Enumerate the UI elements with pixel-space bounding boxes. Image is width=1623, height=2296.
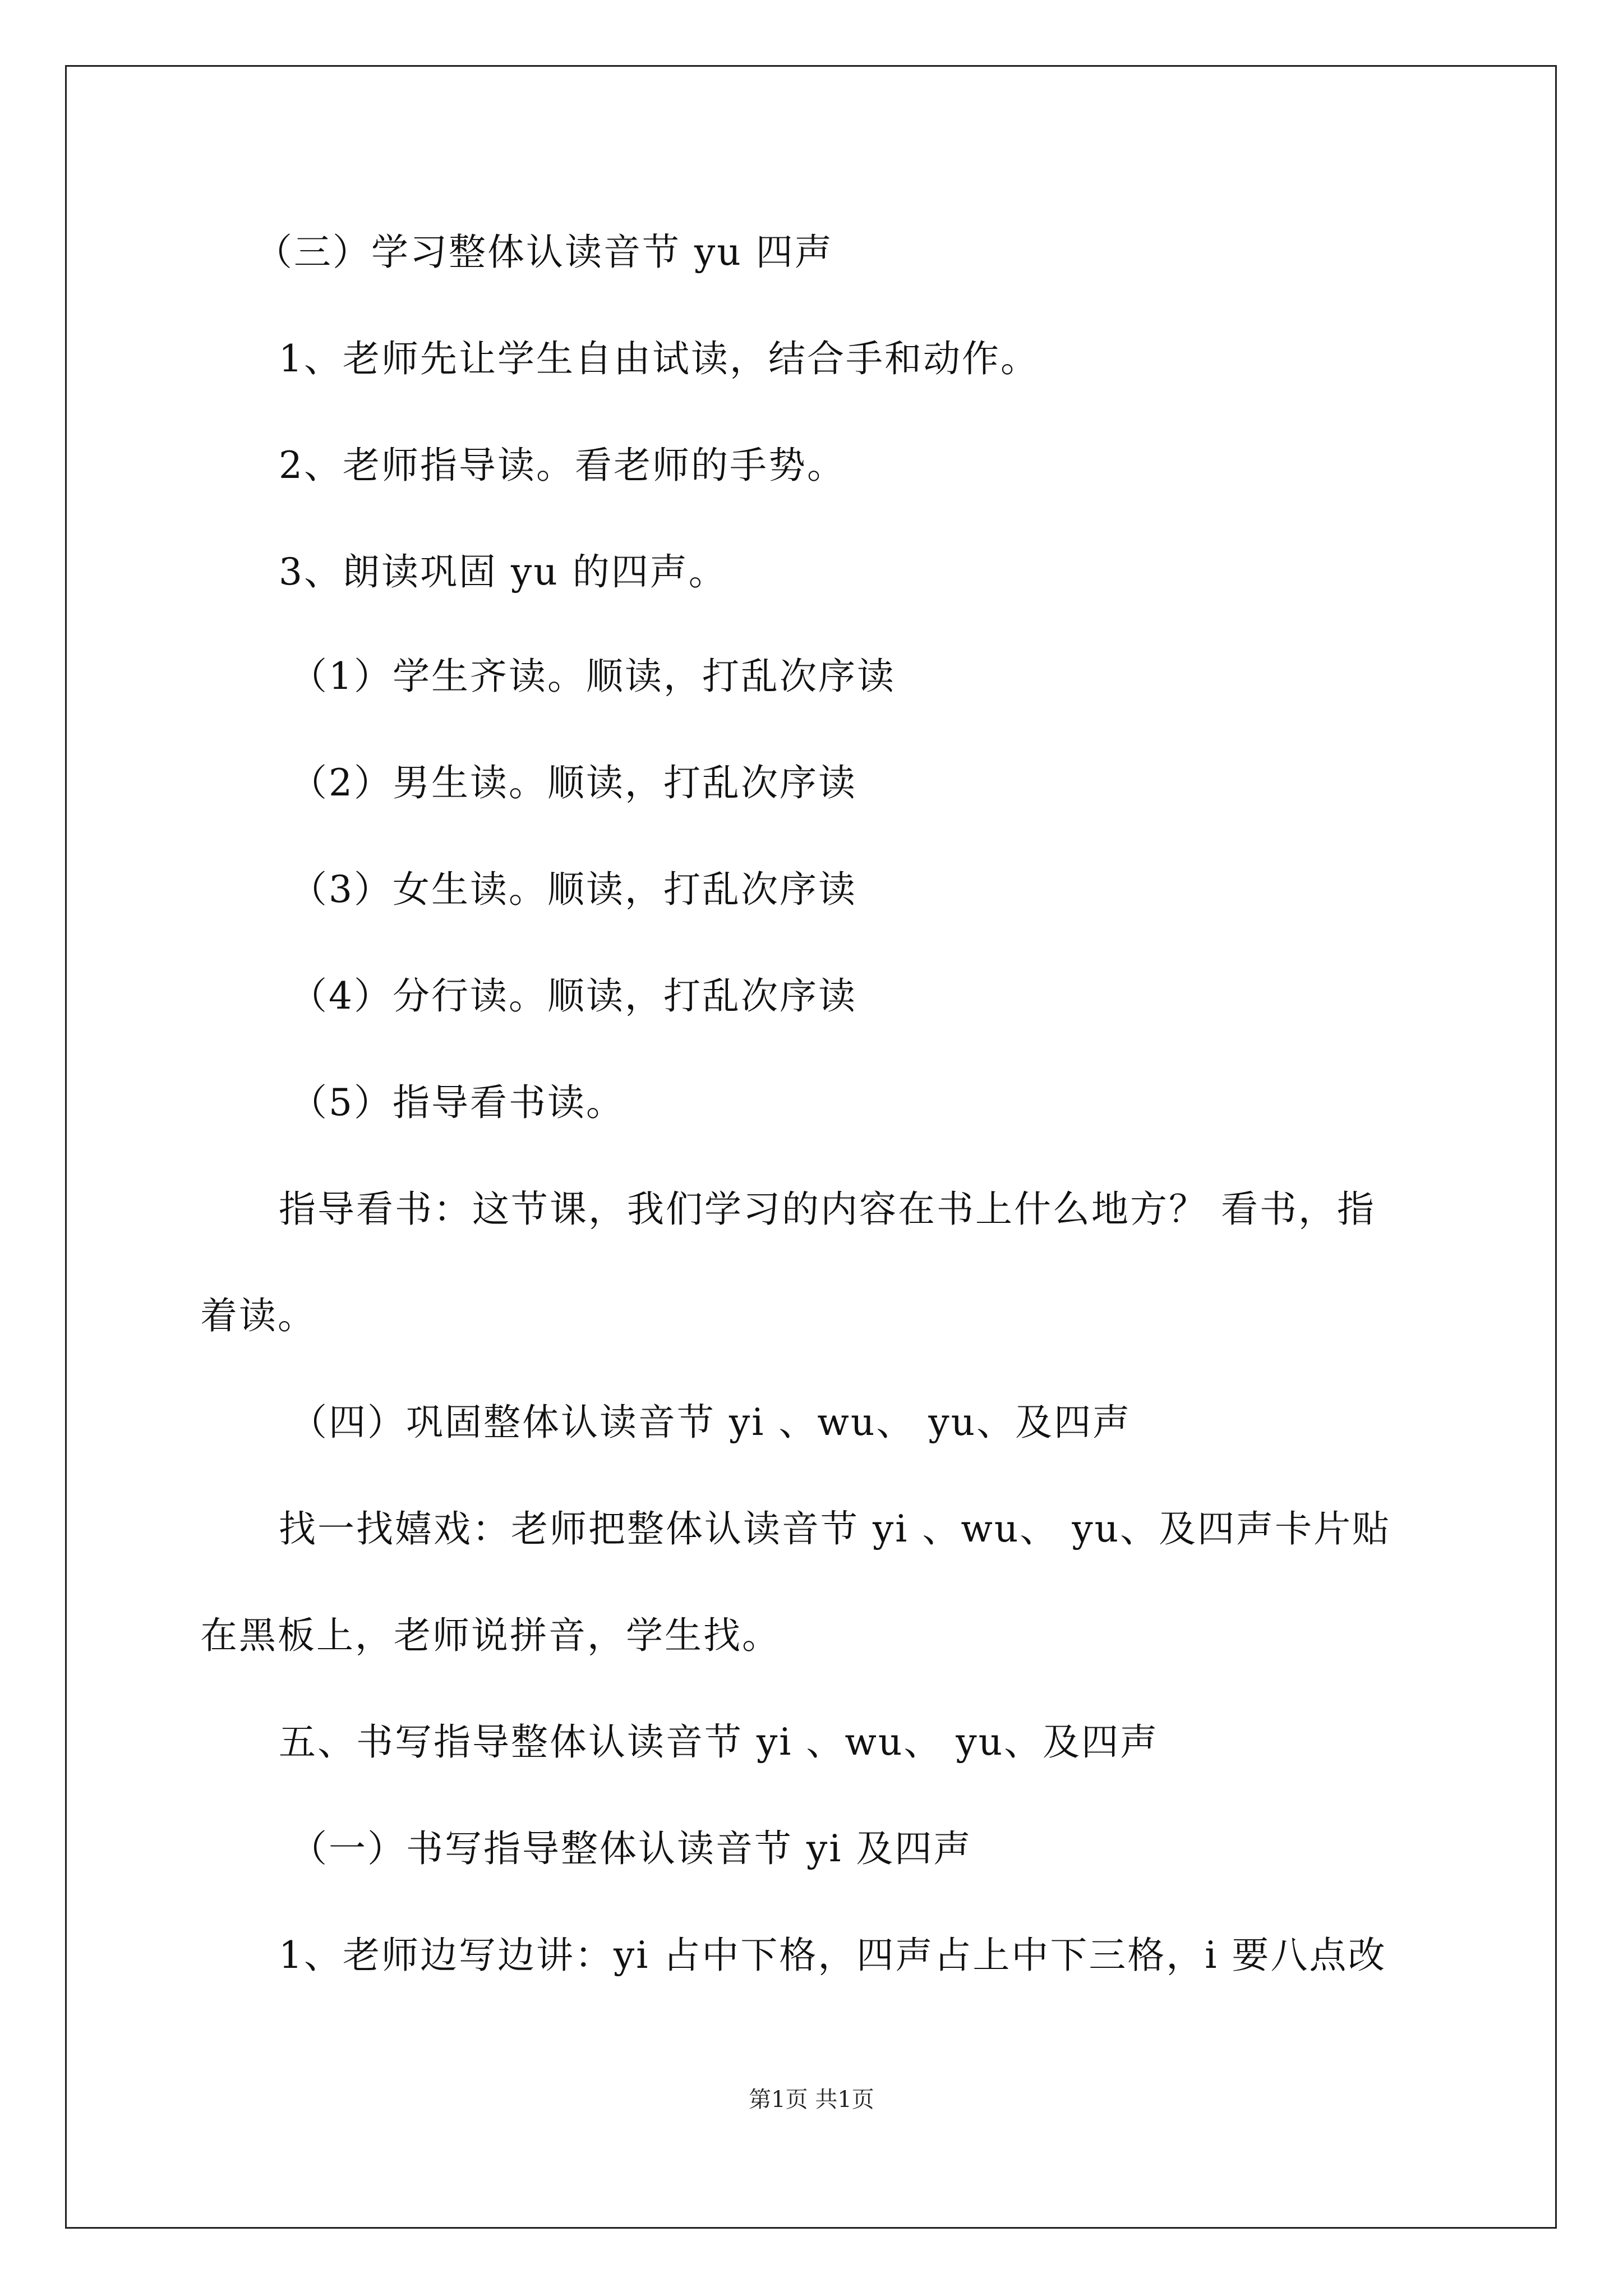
paragraph-subitem-5: （5）指导看书读。 [290, 1081, 625, 1124]
page-number-footer: 第1页 共1页 [749, 2087, 874, 2113]
paragraph-item-1: 1、老师先让学生自由试读，结合手和动作。 [279, 337, 1039, 380]
paragraph-heading-5-1: （一）书写指导整体认读音节 yi 及四声 [290, 1827, 972, 1870]
paragraph-heading-3: （三）学习整体认读音节 yu 四声 [255, 231, 833, 274]
paragraph-game-line2: 在黑板上，老师说拼音，学生找。 [200, 1614, 781, 1657]
paragraph-heading-4: （四）巩固整体认读音节 yi 、wu、 yu、及四声 [290, 1401, 1132, 1444]
paragraph-game-line1: 找一找嬉戏：老师把整体认读音节 yi 、wu、 yu、及四声卡片贴 [279, 1507, 1391, 1550]
paragraph-item-3: 3、朗读巩固 yu 的四声。 [279, 550, 727, 593]
paragraph-guide-line1: 指导看书：这节课，我们学习的内容在书上什么地方？ 看书，指 [279, 1188, 1376, 1231]
paragraph-subitem-3: （3）女生读。顺读，打乱次序读 [290, 868, 857, 911]
paragraph-subitem-4: （4）分行读。顺读，打乱次序读 [290, 974, 857, 1018]
paragraph-guide-line2: 着读。 [200, 1294, 316, 1337]
paragraph-subitem-2: （2）男生读。顺读，打乱次序读 [290, 761, 857, 804]
paragraph-writing-1: 1、老师边写边讲：yi 占中下格，四声占上中下三格，i 要八点改 [279, 1934, 1387, 1977]
paragraph-heading-5: 五、书写指导整体认读音节 yi 、wu、 yu、及四声 [279, 1720, 1159, 1764]
page-border [65, 65, 1557, 2229]
paragraph-subitem-1: （1）学生齐读。顺读，打乱次序读 [290, 655, 896, 698]
paragraph-item-2: 2、老师指导读。看老师的手势。 [279, 444, 846, 487]
